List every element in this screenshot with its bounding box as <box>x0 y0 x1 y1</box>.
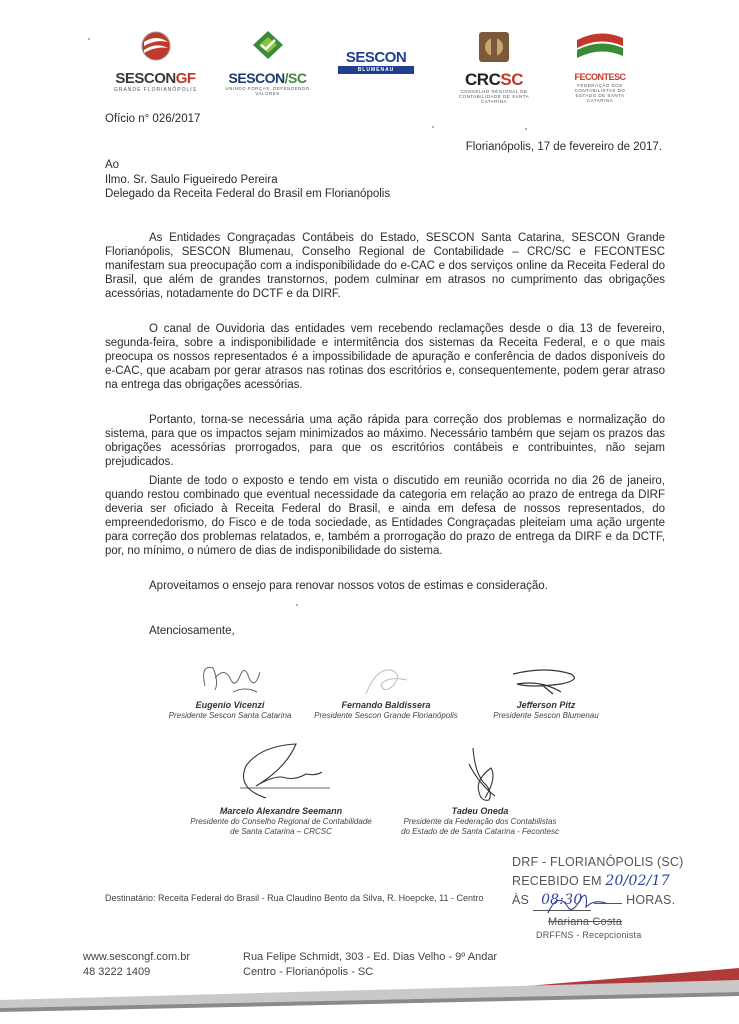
signer-name: Tadeu Oneda <box>451 806 509 816</box>
stamp-receiver-name: Mariana Costa <box>548 916 623 928</box>
fecontesc-logo-subtitle: FEDERAÇÃO DOS CONTABILISTAS DO ESTADO DE SANTA CATARINA <box>574 83 626 103</box>
signer-name: Marcelo Alexandre Seemann <box>219 806 343 816</box>
signer-title: Presidente Sescon Grande Florianópolis <box>314 710 458 720</box>
crcsc-logo-subtitle: CONSELHO REGIONAL DE CONTABILIDADE DE SANTA CATARINA <box>458 89 530 104</box>
footer-address <box>243 950 497 980</box>
stamp-receiver-role: DRFFNS - Recepcionista <box>536 930 642 940</box>
crcsc-logo-text: CRCSC <box>465 70 523 89</box>
blumenau-logo-text: SESCON <box>345 49 407 66</box>
fecontesc-logo-text: FECONTESC <box>574 72 626 82</box>
footer-contact <box>83 950 190 980</box>
addressee-line-1: Ao <box>105 159 120 171</box>
footer-address-line-1: Rua Felipe Schmidt, 303 - Ed. Dias Velho - 9º Andar <box>243 951 498 963</box>
signer-title: Presidente Sescon Santa Catarina <box>168 710 292 720</box>
body-paragraph-3: Portanto, torna-se necessária uma ação rápida para correção dos problemas e normalização do sistema, para que os impactos sejam minimizados ao máximo. Necessário também que sejam os prazos das obrigações acessórias prorrogados, para que os escritórios contábeis e contribuintes, não sejam prejudicados. <box>105 414 665 468</box>
sesconsc-emblem-icon <box>250 30 286 60</box>
letter-date: Florianópolis, 17 de fevereiro de 2017. <box>465 141 662 153</box>
signer-name: Eugenio Vicenzi <box>195 700 265 710</box>
body-paragraph-5: Aproveitamos o ensejo para renovar nossos votos de estimas e consideração. <box>149 580 548 592</box>
sescongf-logo <box>108 30 203 94</box>
stamp-received-label: RECEBIDO EM <box>512 874 602 888</box>
scan-speck <box>88 38 90 40</box>
body-paragraph-2: O canal de Ouvidoria das entidades vem recebendo reclamações desde o dia 13 de fevereiro, segunda-feira, sobre a indisponibilidade e intermitência dos sistemas da Receita Federal, e o que mais preocupa os nossos representados é a impossibilidade de apuração e conferência de dados disponíveis do e-CAC, que acabam por gerar atrasos nas rotinas dos escritórios e, consequentemente, podem gerar atraso na entrega das obrigações acessórias. <box>105 323 665 391</box>
addressee-line-2: Ilmo. Sr. Saulo Figueiredo Pereira <box>105 173 278 186</box>
stamp-office: DRF - FLORIANÓPOLIS (SC) <box>512 855 684 869</box>
footer-website: www.sescongf.com.br <box>83 951 190 963</box>
body-paragraph-1: As Entidades Congraçadas Contábeis do Estado, SESCON Santa Catarina, SESCON Grande Florianópolis, SESCON Blumenau, Conselho Regional de Contabilidade – CRC/SC e FECONTESC manifestam sua preocupação com a indisponibilidade do e-CAC e dos serviços online da Receita Federal do Brasil, que além de grandes transtornos, podem culminar em atrasos no cumprimento das obrigações acessórias, notadamente do DCTF e da DIRF. <box>105 232 665 300</box>
letter-footer <box>0 940 739 1024</box>
fecontesc-logo <box>565 30 635 104</box>
sesconsc-logo <box>215 30 320 97</box>
sescongf-emblem-icon <box>136 30 176 62</box>
handwritten-signature-oneda <box>445 744 515 806</box>
stamp-time-label: ÀS <box>512 893 530 907</box>
logo-strip <box>0 0 739 104</box>
signature-block-pitz <box>478 662 614 721</box>
crcsc-logo <box>448 30 540 105</box>
footer-phone: 48 3222 1409 <box>83 966 151 978</box>
handwritten-signature-seemann <box>226 738 336 806</box>
stamp-time: 08:30 <box>533 891 591 911</box>
signer-name: Jefferson Pitz <box>516 700 576 710</box>
signature-block-seemann <box>175 738 387 838</box>
handwritten-signature-receiver <box>542 889 612 919</box>
scan-speck <box>432 126 434 128</box>
signature-block-baldissera <box>306 656 466 721</box>
receipt-stamp <box>512 853 712 945</box>
signer-title: Presidente Sescon Blumenau <box>493 710 599 720</box>
fecontesc-emblem-icon <box>575 30 625 64</box>
stamp-time-suffix: HORAS. <box>626 893 676 907</box>
addressee-line-3: Delegado da Receita Federal do Brasil em Florianópolis <box>105 188 391 200</box>
signer-title-line-1: Presidente do Conselho Regional de Contabilidade <box>190 816 372 826</box>
body-paragraph-4: Diante de todo o exposto e tendo em vista o discutido em reunião ocorrida no dia 26 de janeiro, quando restou combinado que eventual necessidade da categoria em relação ao prazo de entrega da DIRF deveria ser oficiado à Receita Federal do Brasil, e ainda em defesa de nossos representados, do empreendedorismo, do Fisco e de toda sociedade, as Entidades Congraçadas pleiteiam uma ação urgente para correção dos problemas relatados, e, também a prorrogação do prazo de entrega da DIRF e da DCTF, por, no mínimo, o número de dias de indisponibilidade do sistema. <box>105 475 665 557</box>
scan-speck <box>525 128 527 130</box>
oficio-number: Ofício n° 026/2017 <box>105 113 201 125</box>
signer-title-line-2: de Santa Catarina – CRCSC <box>230 827 332 836</box>
crcsc-emblem-icon <box>477 30 511 64</box>
handwritten-signature-vicenzi <box>185 656 275 700</box>
destinatario-line: Destinatário: Receita Federal do Brasil - Rua Claudino Bento da Silva, R. Hoepcke, 11 - Centro <box>105 893 484 903</box>
stamp-received-date: 20/02/17 <box>605 873 670 889</box>
blumenau-logo-subtitle: BLUMENAU <box>338 66 414 74</box>
signature-block-oneda <box>390 744 570 838</box>
sescongf-logo-subtitle: GRANDE FLORIANÓPOLIS <box>113 87 198 93</box>
sescon-blumenau-logo <box>338 50 414 74</box>
sesconsc-logo-text: SESCON/SC <box>228 70 307 86</box>
footer-address-line-2: Centro - Florianópolis - SC <box>243 966 374 978</box>
scan-speck <box>296 604 298 606</box>
signer-title-line-2: do Estado de de Santa Catarina - Fecontesc <box>401 827 559 836</box>
sesconsc-logo-subtitle: UNINDO FORÇAS, DEFENDENDO VALORES <box>225 86 310 96</box>
handwritten-signature-baldissera <box>341 656 431 700</box>
signature-block-vicenzi <box>160 656 300 721</box>
addressee-block <box>105 158 390 202</box>
closing-salutation: Atenciosamente, <box>149 625 235 637</box>
signer-name: Fernando Baldissera <box>341 700 431 710</box>
signer-title-line-1: Presidente da Federação dos Contabilistas <box>403 816 557 826</box>
sescongf-logo-text: SESCONGF <box>115 70 196 87</box>
handwritten-signature-pitz <box>501 662 591 700</box>
